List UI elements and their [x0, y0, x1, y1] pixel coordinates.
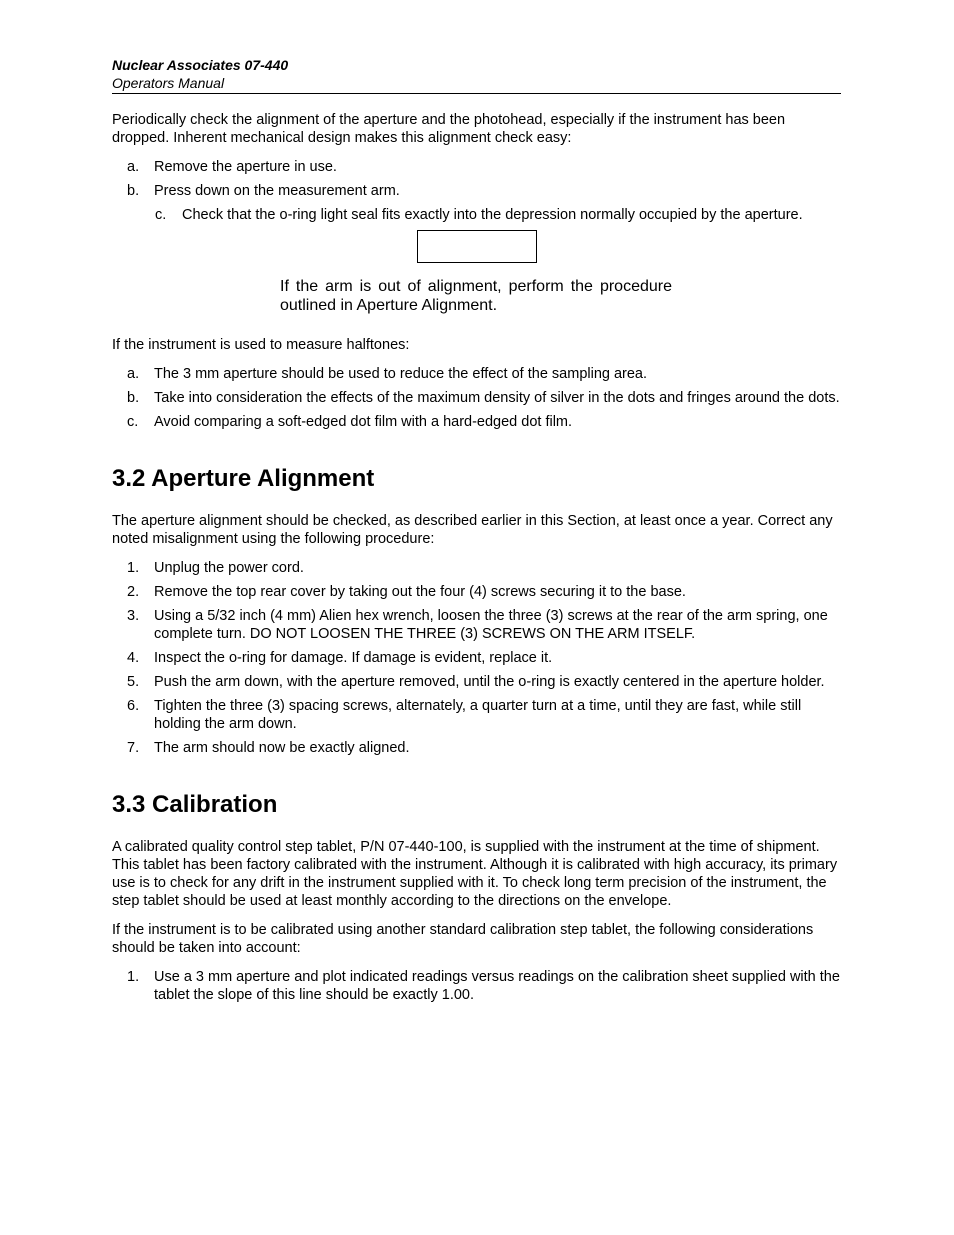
list-item-text: Push the arm down, with the aperture removed, until the o-ring is exactly centered in the aperture holder. — [154, 674, 825, 690]
list-item-text: Check that the o-ring light seal fits exactly into the depression normally occupied by the aperture. — [182, 207, 803, 223]
list-item-text: Avoid comparing a soft-edged dot film with a hard-edged dot film. — [154, 414, 573, 430]
list-item-text: The arm should now be exactly aligned. — [154, 740, 410, 756]
list-item-text: Tighten the three (3) spacing screws, alternately, a quarter turn at a time, until they are fast, while still holding the arm down. — [154, 698, 802, 732]
list-item — [112, 389, 840, 407]
list-marker: 1. — [127, 560, 140, 576]
list-item-text: Unplug the power cord. — [154, 560, 304, 576]
list-item-text: Remove the top rear cover by taking out the four (4) screws securing it to the base. — [154, 584, 686, 600]
alignment-paragraph: The aperture alignment should be checked, as described earlier in this Section, at least once a year. Correct any noted misalignment using the following procedure: — [112, 513, 833, 547]
list-marker: 6. — [127, 698, 140, 714]
calibration-paragraph-1: A calibrated quality control step tablet, P/N 07-440-100, is supplied with the instrument at the time of shipment. This tablet has been factory calibrated with the instrument. Although it is calibrated with high accuracy, its primary use is to check for any drift in the instrument supplied with it. To check long term precision of the instrument, the step tablet should be used at least monthly according to the directions on the envelope. — [112, 839, 838, 909]
page-header — [112, 56, 841, 94]
document-title: Nuclear Associates 07-440 — [112, 57, 289, 73]
list-marker: 5. — [127, 674, 140, 690]
list-item-text: Remove the aperture in use. — [154, 159, 337, 175]
calibration-paragraph-2: If the instrument is to be calibrated using another standard calibration step tablet, the following considerations should be taken into account: — [112, 922, 814, 956]
list-item — [112, 649, 840, 667]
list-marker: c. — [127, 414, 139, 430]
list-marker: c. — [155, 207, 167, 223]
list-item — [112, 583, 840, 601]
list-marker: 7. — [127, 740, 140, 756]
list-item-text: Using a 5/32 inch (4 mm) Alien hex wrench, loosen the three (3) screws at the rear of the arm spring, one complete turn. DO NOT LOOSEN THE THREE (3) SCREWS ON THE ARM ITSELF. — [154, 608, 828, 642]
list-item — [112, 158, 840, 176]
list-item-text: Take into consideration the effects of the maximum density of silver in the dots and fringes around the dots. — [154, 390, 840, 406]
list-item — [112, 697, 840, 733]
list-marker: 2. — [127, 584, 140, 600]
list-item — [112, 206, 840, 224]
document-subtitle: Operators Manual — [112, 75, 225, 91]
list-item — [112, 559, 840, 577]
halftones-paragraph: If the instrument is used to measure halftones: — [112, 337, 410, 353]
alignment-check-list — [112, 158, 840, 224]
list-item — [112, 673, 840, 691]
list-item-text: The 3 mm aperture should be used to reduce the effect of the sampling area. — [154, 366, 648, 382]
calibration-list — [112, 968, 840, 1004]
list-item — [112, 607, 840, 643]
section-heading-calibration: 3.3 Calibration — [112, 791, 278, 818]
list-marker: b. — [127, 183, 140, 199]
section-heading-aperture-alignment: 3.2 Aperture Alignment — [112, 465, 375, 492]
page-content — [112, 111, 840, 1010]
list-marker: a. — [127, 159, 140, 175]
list-marker: b. — [127, 390, 140, 406]
list-item — [112, 365, 840, 383]
list-marker: 3. — [127, 608, 140, 624]
list-item — [112, 413, 840, 431]
note-box — [417, 230, 537, 263]
halftones-list — [112, 365, 840, 431]
list-marker: 4. — [127, 650, 140, 666]
list-item — [112, 739, 840, 757]
list-item-text: Inspect the o-ring for damage. If damage is evident, replace it. — [154, 650, 553, 666]
alignment-procedure-list — [112, 559, 840, 757]
intro-paragraph: Periodically check the alignment of the aperture and the photohead, especially if the instrument has been dropped. Inherent mechanical design makes this alignment check easy: — [112, 112, 786, 146]
list-item — [112, 968, 840, 1004]
alignment-note: If the arm is out of alignment, perform the procedure outlined in Aperture Alignment. — [280, 278, 672, 314]
list-marker: a. — [127, 366, 140, 382]
list-item-text: Use a 3 mm aperture and plot indicated readings versus readings on the calibration sheet supplied with the tablet the slope of this line should be exactly 1.00. — [154, 969, 840, 1003]
list-item-text: Press down on the measurement arm. — [154, 183, 400, 199]
list-item — [112, 182, 840, 200]
list-marker: 1. — [127, 969, 140, 985]
